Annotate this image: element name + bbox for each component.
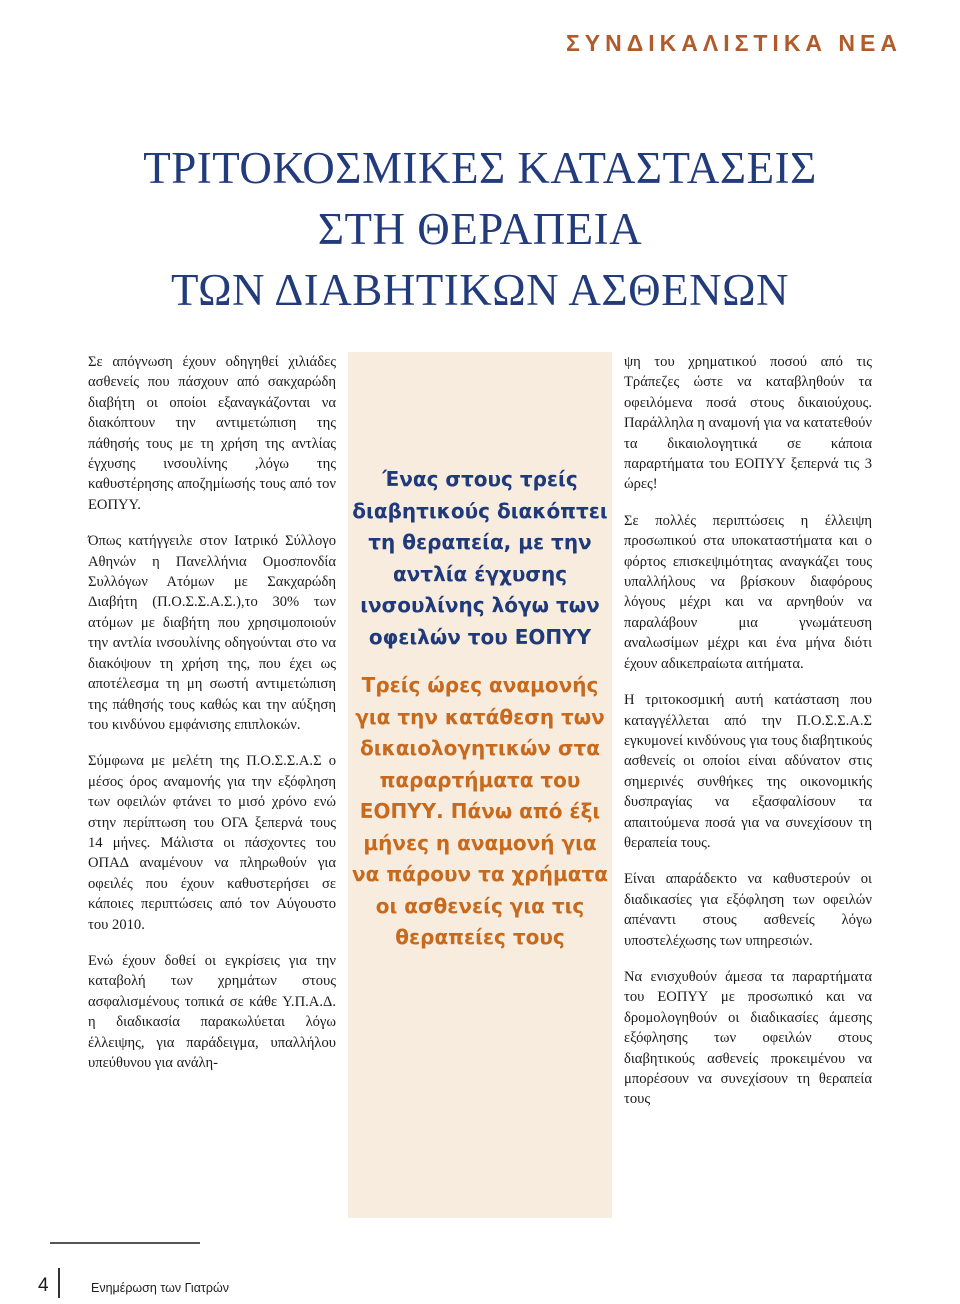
body-paragraph: ψη του χρηματικού ποσού από τις Τράπεζες ώστε να καταβληθούν τα οφειλόμενα ποσά στους δικαιούχους. Παράλληλα η αναμονή για να κατατεθούν τα δικαιολογητικά σε κάποια παραρτήματα του ΕΟΠΥΥ ξεπερνά τις 3 ώρες! <box>624 354 872 493</box>
body-paragraph: Η τριτοκοσμική αυτή κατάσταση που καταγγέλλεται από την Π.Ο.Σ.Σ.Α.Σ εγκυμονεί κινδύνους για τους διαβητικούς ασθενείς οι οποίοι είναι αδύνατον στις σημερινές συνθήκες της οικονομικής δυσπραγίας να εξασφαλίσουν τα απαιτούμενα ποσά για να συνεχίσουν τη θεραπεία τους. <box>624 692 872 851</box>
body-paragraph: Να ενισχυθούν άμεσα τα παραρτήματα του ΕΟΠΥΥ με προσωπικό και να δρομολογηθούν οι διαδικασίες άμεσης εξόφλησης των οφειλών στους διαβητικούς ασθενείς προκειμένου να μπορέσουν να συνεχίσουν τη θεραπεία τους <box>624 968 872 1108</box>
headline <box>0 138 960 321</box>
footer-divider <box>50 1242 200 1244</box>
body-paragraph: Σε πολλές περιπτώσεις η έλλειψη προσωπικού στα υποκαταστήματα και ο φόρτος επισκεψιμότητας αναγκάζει τους υπαλλήλους να βρίσκουν διαφόρους λόγους μέχρι και να αρνηθούν να παραλάβουν μια γνωμάτευση αναλωσίμων μέχρι και ένα μήνα διότι έχουν αδικεπραίωτα αιτήματα. <box>624 512 872 672</box>
pull-quote-primary: Ένας στους τρείς διαβητικούς διακόπτει τη θεραπεία, με την αντλία έγχυσης ινσουλίνης λόγω των οφειλών του ΕΟΠΥΥ <box>352 467 608 649</box>
headline-line: ΤΡΙΤΟΚΟΣΜΙΚΕΣ ΚΑΤΑΣΤΑΣΕΙΣ <box>143 143 817 193</box>
pull-quote-box <box>348 352 612 1218</box>
left-column <box>88 352 336 1089</box>
body-paragraph: Ενώ έχουν δοθεί οι εγκρίσεις για την καταβολή των χρημάτων στους ασφαλισμένους τοπικά σε κάθε Υ.Π.Α.Δ. η διαδικασία παρακωλύεται λόγω έλλειψης, για παράδειγμα, υπαλλήλου υπεύθυνου για ανάλη- <box>88 952 336 1071</box>
pull-quote-secondary: Τρείς ώρες αναμονής για την κατάθεση των δικαιολογητικών στα παραρτήματα του ΕΟΠΥΥ. Πάνω από έξι μήνες η αναμονή για να πάρουν τα χρήματα οι ασθενείς για τις θεραπείες τους <box>352 673 608 949</box>
headline-line: ΤΩΝ ΔΙΑΒΗΤΙΚΩΝ ΑΣΘΕΝΩΝ <box>170 265 790 315</box>
body-paragraph: Σε απόγνωση έχουν οδηγηθεί χιλιάδες ασθενείς που πάσχουν από σακχαρώδη διαβήτη οι οποίοι εξαναγκάζονται να διακόπτουν την αντιμετώπιση της πάθησής τους με τη χρήση της αντλίας έγχυσης ινσουλίνης ,λόγω της καθυστέρησης αποζημίωσής τους από τον ΕΟΠΥΥ. <box>88 354 336 513</box>
publication-name: Ενημέρωση των Γιατρών <box>91 1281 229 1295</box>
section-label: ΣΥΝΔΙΚΑΛΙΣΤΙΚΑ ΝΕΑ <box>565 30 902 56</box>
page-number: 4 <box>38 1275 49 1296</box>
headline-line: ΣΤΗ ΘΕΡΑΠΕΙΑ <box>317 204 643 254</box>
body-paragraph: Σύμφωνα με μελέτη της Π.Ο.Σ.Σ.Α.Σ ο μέσος όρος αναμονής για την εξόφληση των οφειλών φτάνει το μισό χρόνο ενώ στην περίπτωση του ΟΓΑ ξεπερνά τους 14 μήνες. Μάλιστα οι πάσχοντες του ΟΠΑΔ αναμένουν να πληρωθούν για οφειλές που έχουν καθυστερήσει σε κάποιες περιπτώσεις από τον Αύγουστο του 2010. <box>88 753 336 933</box>
right-column <box>624 352 872 1126</box>
body-paragraph: Όπως κατήγγειλε στον Ιατρικό Σύλλογο Αθηνών η Πανελλήνια Ομοσπονδία Συλλόγων Ατόμων με Σακχαρώδη Διαβήτη (Π.Ο.Σ.Σ.Α.Σ.),το 30% των ατόμων με διαβήτη που χρησιμοποιούν την αντλία ινσουλίνης οδηγούνται στο να διακόψουν τη χρήση της, που έχει ως αποτέλεσμα τη μη σωστή αντιμετώπιση της πάθησής τους καθώς και την αύξηση του κινδύνου εμφάνισης επιπλοκών. <box>88 533 336 733</box>
footer-separator <box>58 1268 60 1298</box>
body-paragraph: Είναι απαράδεκτο να καθυστερούν οι διαδικασίες για εξόφληση των οφειλών απέναντι στους ασθενείς λόγω υποστελέχωσης των υπηρεσιών. <box>624 871 872 949</box>
